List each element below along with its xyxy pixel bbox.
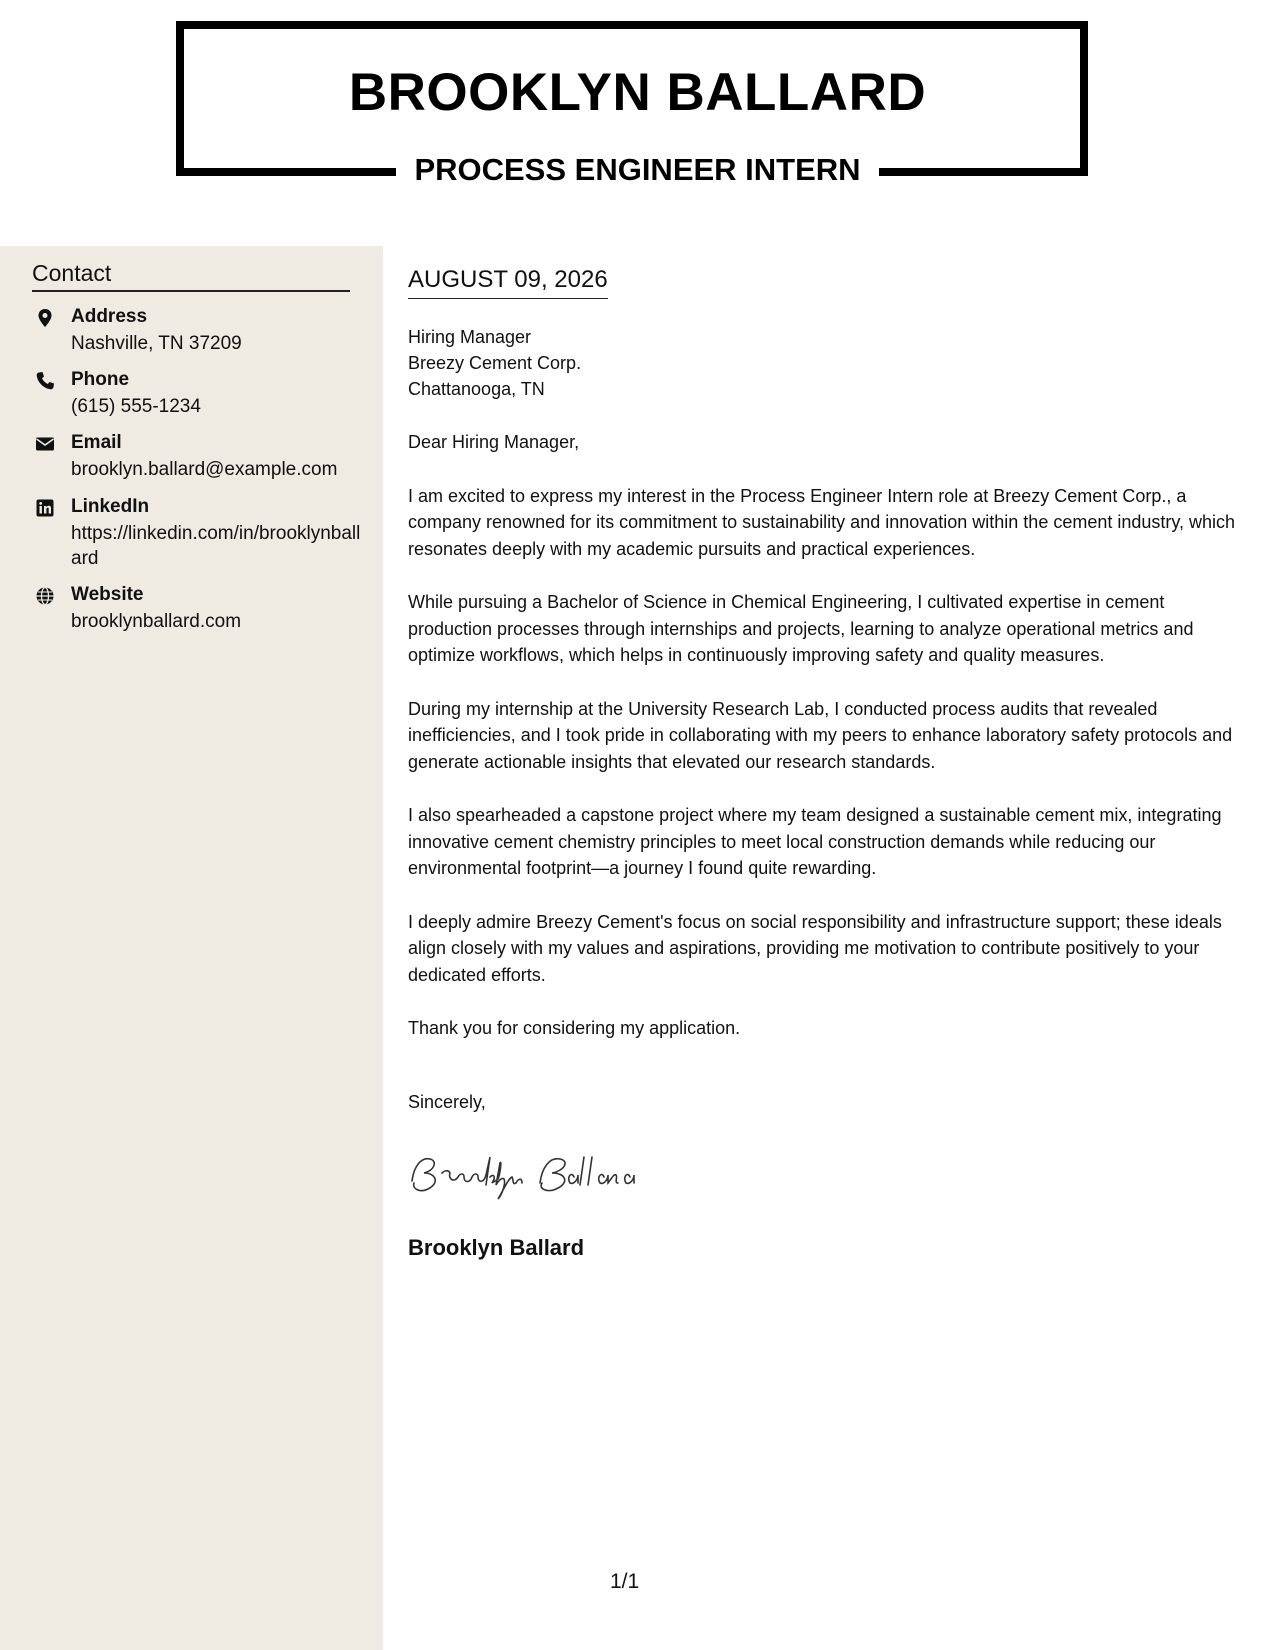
phone-icon xyxy=(35,371,55,391)
contact-website-label: Website xyxy=(71,584,144,605)
linkedin-icon xyxy=(35,498,55,518)
body-paragraph: I deeply admire Breezy Cement's focus on social responsibility and infrastructure support; these ideals align closely with my values and aspirations, providing me motivation to contribute positively to your dedicated efforts. xyxy=(408,911,1222,985)
contact-heading: Contact xyxy=(32,260,350,292)
envelope-icon xyxy=(35,434,55,454)
letter-date: AUGUST 09, 2026 xyxy=(408,266,608,299)
contact-website-value[interactable]: brooklynballard.com xyxy=(71,611,242,632)
recipient-line: Chattanooga, TN xyxy=(408,379,545,399)
signature-drawing xyxy=(404,1143,684,1203)
body-paragraph: I am excited to express my interest in the Process Engineer Intern role at Breezy Cement Corp., a company renowned for its commitment to sustainability and innovation within the cement industry, which resonates deeply with my academic pursuits and practical experiences. xyxy=(408,485,1236,559)
contact-address-value: Nashville, TN 37209 xyxy=(71,333,242,354)
recipient-line: Breezy Cement Corp. xyxy=(408,353,582,373)
contact-phone-label: Phone xyxy=(71,369,130,390)
salutation: Dear Hiring Manager, xyxy=(408,432,580,452)
contact-address-label: Address xyxy=(71,306,148,327)
signature xyxy=(404,1143,684,1208)
body-paragraph: I also spearheaded a capstone project where my team designed a sustainable cement mix, integrating innovative cement chemistry principles to meet local construction demands while reducing our environmental footprint—a journey I found quite rewarding. xyxy=(408,805,1222,878)
contact-linkedin-value[interactable]: https://linkedin.com/in/brooklynballard xyxy=(71,523,361,569)
recipient-line: Hiring Manager xyxy=(408,327,532,347)
page-number: 1/1 xyxy=(610,1570,640,1593)
job-title: PROCESS ENGINEER INTERN xyxy=(396,146,879,194)
globe-icon xyxy=(35,586,55,606)
letter-body xyxy=(408,429,1248,1069)
contact-phone-value: (615) 555-1234 xyxy=(71,396,201,417)
body-paragraph: While pursuing a Bachelor of Science in Chemical Engineering, I cultivated expertise in cement production processes through internships and projects, learning to analyze operational metrics and optimize workflows, which helps in continuously improving safety and quality measures. xyxy=(408,592,1194,665)
contact-email-label: Email xyxy=(71,432,122,453)
contact-linkedin-label: LinkedIn xyxy=(71,496,150,517)
signer-name: Brooklyn Ballard xyxy=(408,1235,585,1260)
body-paragraph: Thank you for considering my application. xyxy=(408,1018,741,1038)
closing: Sincerely, xyxy=(408,1092,486,1112)
body-paragraph: During my internship at the University Research Lab, I conducted process audits that revealed inefficiencies, and I took pride in collaborating with my peers to enhance laboratory safety protocols and generate actionable insights that elevated our research standards. xyxy=(408,698,1233,772)
recipient-block xyxy=(408,324,581,402)
applicant-name: BROOKLYN BALLARD xyxy=(348,63,927,122)
map-pin-icon xyxy=(35,308,55,328)
contact-email-value: brooklyn.ballard@example.com xyxy=(71,459,338,480)
